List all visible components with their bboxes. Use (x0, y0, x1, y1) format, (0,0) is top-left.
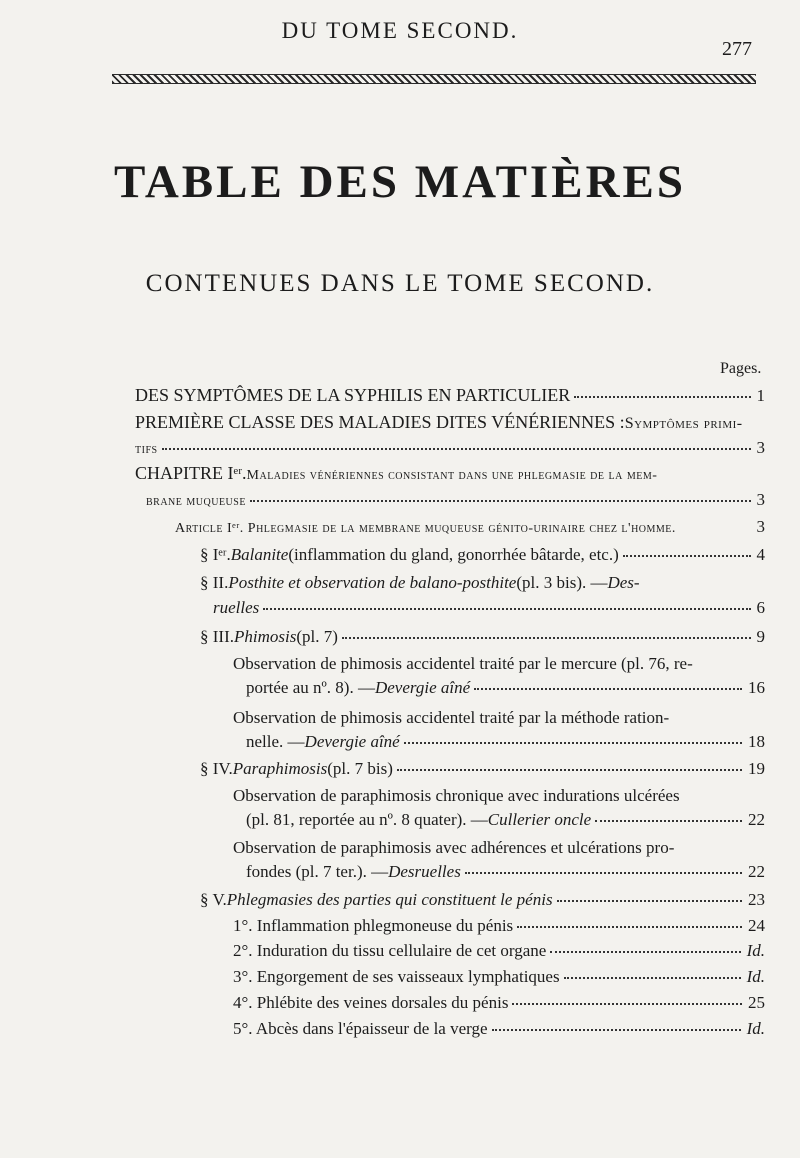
toc-entry-page: 24 (748, 916, 765, 935)
dot-leader (250, 499, 751, 502)
toc-entry-text-cont: Symptômes primi- (624, 415, 743, 432)
toc-entry-page: 9 (756, 627, 765, 646)
toc-entry-continuation (246, 732, 765, 752)
toc-entry-author: ruelles (213, 598, 260, 617)
toc-entry-text-cont: brane muqueuse (146, 494, 246, 509)
toc-entry-text: 3°. Engorgement de ses vaisseaux lymphatiques (233, 967, 560, 986)
toc-entry-continuation (246, 678, 765, 698)
toc-entry (135, 412, 765, 433)
toc-entry-title: Phlegmasies des parties qui constituent le pénis (226, 890, 553, 909)
toc-entry-author: Cullerier oncle (487, 810, 592, 829)
toc-entry-title: Paraphimosis (232, 759, 328, 778)
toc-entry-title: Phimosis (233, 627, 297, 646)
toc-entry-page: 1 (756, 386, 765, 405)
dot-leader (595, 819, 742, 822)
toc-entry-text: (inflammation du gland, gonorrhée bâtarde, etc.) (288, 545, 619, 564)
section-symbol: § III. (200, 627, 234, 646)
toc-entry-title: Posthite et observation de balano-posthite (228, 573, 517, 592)
toc-entry-continuation (246, 862, 765, 882)
toc-entry-text: PREMIÈRE CLASSE DES MALADIES DITES VÉNÉRIENNES : (135, 412, 625, 432)
toc-entry-continuation (146, 490, 765, 510)
toc-entry-page: Id. (746, 967, 765, 986)
toc-entry-author: Devergie aîné (374, 678, 471, 697)
toc-entry-text-cont: (pl. 81, reportée au nº. 8 quater). — (246, 810, 488, 829)
toc-entry-page: 19 (748, 759, 765, 778)
toc-entry (200, 545, 765, 565)
toc-entry-text: 5°. Abcès dans l'épaisseur de la verge (233, 1019, 488, 1038)
dot-leader (517, 925, 742, 928)
page-number: 277 (722, 38, 752, 60)
toc-entry-text: 1°. Inflammation phlegmoneuse du pénis (233, 916, 514, 935)
dot-leader (342, 636, 751, 639)
running-head: DU TOME SECOND. (281, 18, 519, 43)
toc-entry (135, 463, 765, 484)
toc-entry-continuation (213, 598, 765, 618)
toc-entry-text: 2°. Induration du tissu cellulaire de cet organe (233, 941, 547, 960)
toc-entry-page: 3 (756, 438, 765, 457)
section-symbol: § V. (200, 890, 227, 909)
toc-entry-text: (pl. 7) (296, 627, 338, 646)
toc-entry-continuation (246, 810, 765, 830)
toc-entry-page: Id. (746, 941, 765, 960)
section-symbol: § II. (200, 573, 229, 592)
toc-entry (200, 759, 765, 779)
toc-entry-continuation (135, 438, 765, 458)
toc-entry-page: 3 (756, 490, 765, 509)
toc-entry-text-cont: tifs (135, 442, 158, 457)
dot-leader (574, 395, 750, 398)
dot-leader (474, 687, 742, 690)
toc-entry-text-cont: Maladies vénériennes consistant dans une phlegmasie de la mem- (246, 468, 658, 483)
toc-entry-page: Id. (746, 1019, 765, 1038)
toc-entry (233, 967, 765, 987)
dot-leader (162, 447, 751, 450)
dot-leader (404, 741, 742, 744)
dot-leader (557, 899, 742, 902)
toc-entry-page: 22 (748, 810, 765, 829)
toc-entry-text: (pl. 7 bis) (327, 759, 393, 778)
toc-entry-text: CHAPITRE Iᵉʳ. (135, 463, 247, 483)
dot-leader (512, 1002, 742, 1005)
pages-column-label: Pages. (720, 360, 762, 377)
dot-leader (492, 1028, 741, 1031)
toc-entry-text: Article Iᵉʳ. Phlegmasie de la membrane muqueuse génito-urinaire chez l'homme. (175, 521, 676, 536)
toc-entry-text: Observation de paraphimosis avec adhérences et ulcérations pro- (233, 838, 675, 857)
toc-entry (200, 627, 765, 647)
toc-entry-page: 18 (748, 732, 765, 751)
dot-leader (263, 607, 750, 610)
toc-entry-page: 23 (748, 890, 765, 909)
toc-entry-page: 3 (756, 517, 765, 536)
toc-entry (233, 993, 765, 1013)
toc-entry-text-cont: portée au nº. 8). — (246, 678, 375, 697)
dot-leader (397, 768, 742, 771)
dot-leader (550, 950, 740, 953)
toc-entry-text: (pl. 3 bis). — (516, 573, 608, 592)
toc-entry-author: Devergie aîné (304, 732, 400, 751)
toc-entry (135, 385, 765, 406)
toc-entry (233, 708, 765, 728)
page-title: TABLE DES MATIÈRES (113, 156, 686, 208)
toc-entry-text-cont: fondes (pl. 7 ter.). — (246, 862, 389, 881)
toc-entry (233, 654, 765, 674)
toc-entry (200, 573, 765, 593)
toc-entry-author: Desruelles (388, 862, 461, 881)
toc-entry (233, 941, 765, 961)
toc-entry-text: Observation de paraphimosis chronique avec indurations ulcérées (233, 786, 680, 805)
dot-leader (465, 871, 742, 874)
toc-entry-page: 6 (756, 598, 765, 617)
toc-entry-page: 22 (748, 862, 765, 881)
toc-entry-page: 16 (748, 678, 765, 697)
toc-entry (233, 786, 765, 806)
toc-entry-page: 4 (756, 545, 765, 564)
dot-leader (564, 976, 741, 979)
toc-entry-text: Observation de phimosis accidentel traité par le mercure (pl. 76, re- (233, 654, 693, 673)
ornamental-rule (112, 74, 756, 84)
toc-entry-text: 4°. Phlébite des veines dorsales du pénis (233, 993, 509, 1012)
toc-entry (233, 838, 765, 858)
toc-entry-author: Des- (607, 573, 640, 592)
toc-entry-text: Observation de phimosis accidentel traité par la méthode ration- (233, 708, 670, 727)
toc-entry-page: 25 (748, 993, 765, 1012)
toc-entry (233, 916, 765, 936)
toc-entry (233, 1019, 765, 1039)
toc-entry (200, 890, 765, 910)
toc-entry-text: DES SYMPTÔMES DE LA SYPHILIS EN PARTICULIER (135, 385, 571, 405)
toc-entry (175, 517, 765, 537)
section-symbol: § Iᵉʳ. (200, 545, 231, 564)
toc-entry-title: Balanite (230, 545, 289, 564)
section-symbol: § IV. (200, 759, 233, 778)
dot-leader (623, 554, 751, 557)
toc-entry-text-cont: nelle. — (246, 732, 305, 751)
page-subtitle: CONTENUES DANS LE TOME SECOND. (145, 270, 655, 297)
